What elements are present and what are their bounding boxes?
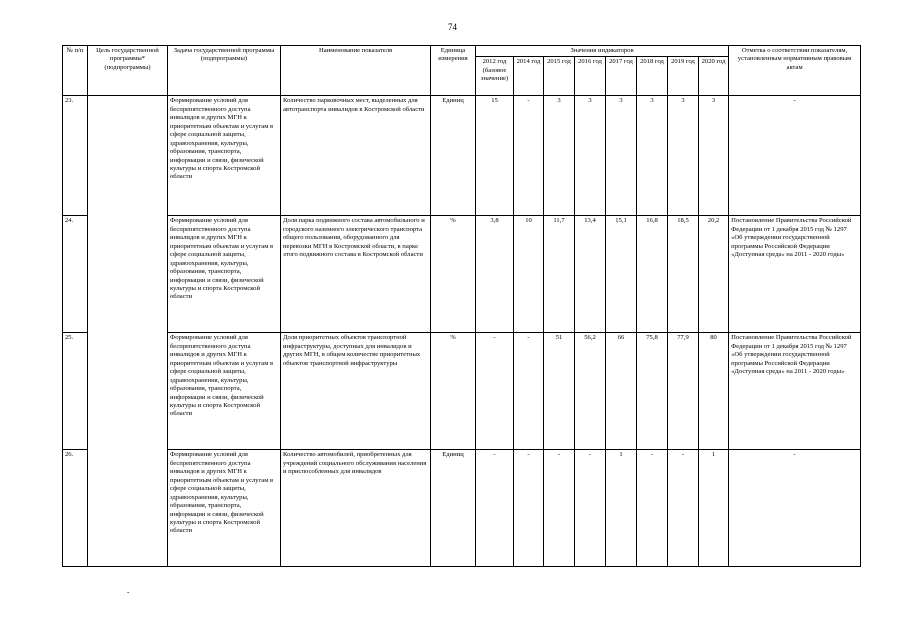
header-num: № п/п: [63, 46, 88, 96]
header-values-group: Значения индикаторов: [476, 46, 729, 57]
row-value: 1: [606, 450, 637, 567]
row-task: Формирование условий для беспрепятственного доступа инвалидов и других МГН к приоритетным объектам и услугам в сфере социальной защиты, здравоохранения, культуры, образования, транспорта, информации и связи, физической культуры и спорта Костромской области: [168, 333, 281, 450]
header-year: 2019 год: [668, 57, 699, 96]
row-indicator: Доля парка подвижного состава автомобильного и городского наземного электрического транспорта общего пользования, оборудованного для перевозки МГН в Костромской области, в парке этого подвижного состава в Костромской области: [281, 216, 431, 333]
row-value: 15,1: [606, 216, 637, 333]
goal-cell: [88, 96, 168, 567]
row-value: -: [668, 450, 699, 567]
row-num: 26.: [63, 450, 88, 567]
header-row-top: [63, 46, 861, 57]
row-value: 51: [544, 333, 575, 450]
row-value: 3,8: [476, 216, 514, 333]
row-value: 66: [606, 333, 637, 450]
row-value: 3: [668, 96, 699, 216]
table-row: [63, 216, 861, 333]
row-value: 75,8: [637, 333, 668, 450]
row-value: -: [544, 450, 575, 567]
row-indicator: Количество парковочных мест, выделенных для автотранспорта инвалидов в Костромской области: [281, 96, 431, 216]
row-task: Формирование условий для беспрепятственного доступа инвалидов и других МГН к приоритетным объектам и услугам в сфере социальной защиты, здравоохранения, культуры, образования, транспорта, информации и связи, физической культуры и спорта Костромской области: [168, 450, 281, 567]
row-value: 3: [637, 96, 668, 216]
table-row: [63, 333, 861, 450]
header-year: 2018 год: [637, 57, 668, 96]
row-value: 3: [544, 96, 575, 216]
row-unit: Единиц: [431, 96, 476, 216]
row-value: 77,9: [668, 333, 699, 450]
row-unit: Единиц: [431, 450, 476, 567]
row-num: 25.: [63, 333, 88, 450]
row-value: 1: [699, 450, 729, 567]
row-value: -: [476, 333, 514, 450]
header-indicator: Наименование показателя: [281, 46, 431, 96]
row-value: 3: [699, 96, 729, 216]
row-value: -: [514, 96, 544, 216]
header-year: 2015 год: [544, 57, 575, 96]
header-goal: Цель государственной программы* (подпрограммы): [88, 46, 168, 96]
header-year: 2017 год: [606, 57, 637, 96]
row-value: -: [637, 450, 668, 567]
row-value: 3: [575, 96, 606, 216]
indicators-table: [62, 45, 861, 567]
row-note: -: [729, 96, 861, 216]
row-num: 24.: [63, 216, 88, 333]
row-value: 10: [514, 216, 544, 333]
row-value: -: [514, 333, 544, 450]
header-year: 2012 год (базовое значение): [476, 57, 514, 96]
header-unit: Единица измерения: [431, 46, 476, 96]
row-num: 23.: [63, 96, 88, 216]
page-number: 74: [448, 22, 457, 32]
row-value: -: [575, 450, 606, 567]
goal-column-dash: -: [127, 588, 130, 596]
header-year: 2014 год: [514, 57, 544, 96]
row-value: 18,5: [668, 216, 699, 333]
row-value: 16,8: [637, 216, 668, 333]
row-note: Постановление Правительства Российской Федерации от 1 декабря 2015 год № 1297 «Об утверждении государственной программы Российской Федерации «Доступная среда» на 2011 - 2020 годы»: [729, 216, 861, 333]
header-year: 2016 год: [575, 57, 606, 96]
row-unit: %: [431, 333, 476, 450]
row-task: Формирование условий для беспрепятственного доступа инвалидов и других МГН к приоритетным объектам и услугам в сфере социальной защиты, здравоохранения, культуры, образования, транспорта, информации и связи, физической культуры и спорта Костромской области: [168, 96, 281, 216]
table-row: [63, 450, 861, 567]
row-value: 20,2: [699, 216, 729, 333]
row-note: -: [729, 450, 861, 567]
table-row: [63, 96, 861, 216]
row-value: -: [514, 450, 544, 567]
header-note: Отметка о соответствии показателям, установленным нормативным правовым актам: [729, 46, 861, 96]
row-value: 3: [606, 96, 637, 216]
row-value: 11,7: [544, 216, 575, 333]
row-note: Постановление Правительства Российской Федерации от 1 декабря 2015 год № 1297 «Об утверждении государственной программы Российской Федерации «Доступная среда» на 2011 - 2020 годы»: [729, 333, 861, 450]
header-year: 2020 год: [699, 57, 729, 96]
row-value: 80: [699, 333, 729, 450]
row-value: 13,4: [575, 216, 606, 333]
row-value: 56,2: [575, 333, 606, 450]
row-indicator: Количество автомобилей, приобретенных для учреждений социального обслуживания населения и приспособленных для инвалидов: [281, 450, 431, 567]
row-task: Формирование условий для беспрепятственного доступа инвалидов и других МГН к приоритетным объектам и услугам в сфере социальной защиты, здравоохранения, культуры, образования, транспорта, информации и связи, физической культуры и спорта Костромской области: [168, 216, 281, 333]
row-value: 15: [476, 96, 514, 216]
header-task: Задача государственной программы (подпрограммы): [168, 46, 281, 96]
row-value: -: [476, 450, 514, 567]
row-unit: %: [431, 216, 476, 333]
row-indicator: Доля приоритетных объектов транспортной инфраструктуры, доступных для инвалидов и других МГН, в общем количестве приоритетных объектов транспортной инфраструктуры: [281, 333, 431, 450]
